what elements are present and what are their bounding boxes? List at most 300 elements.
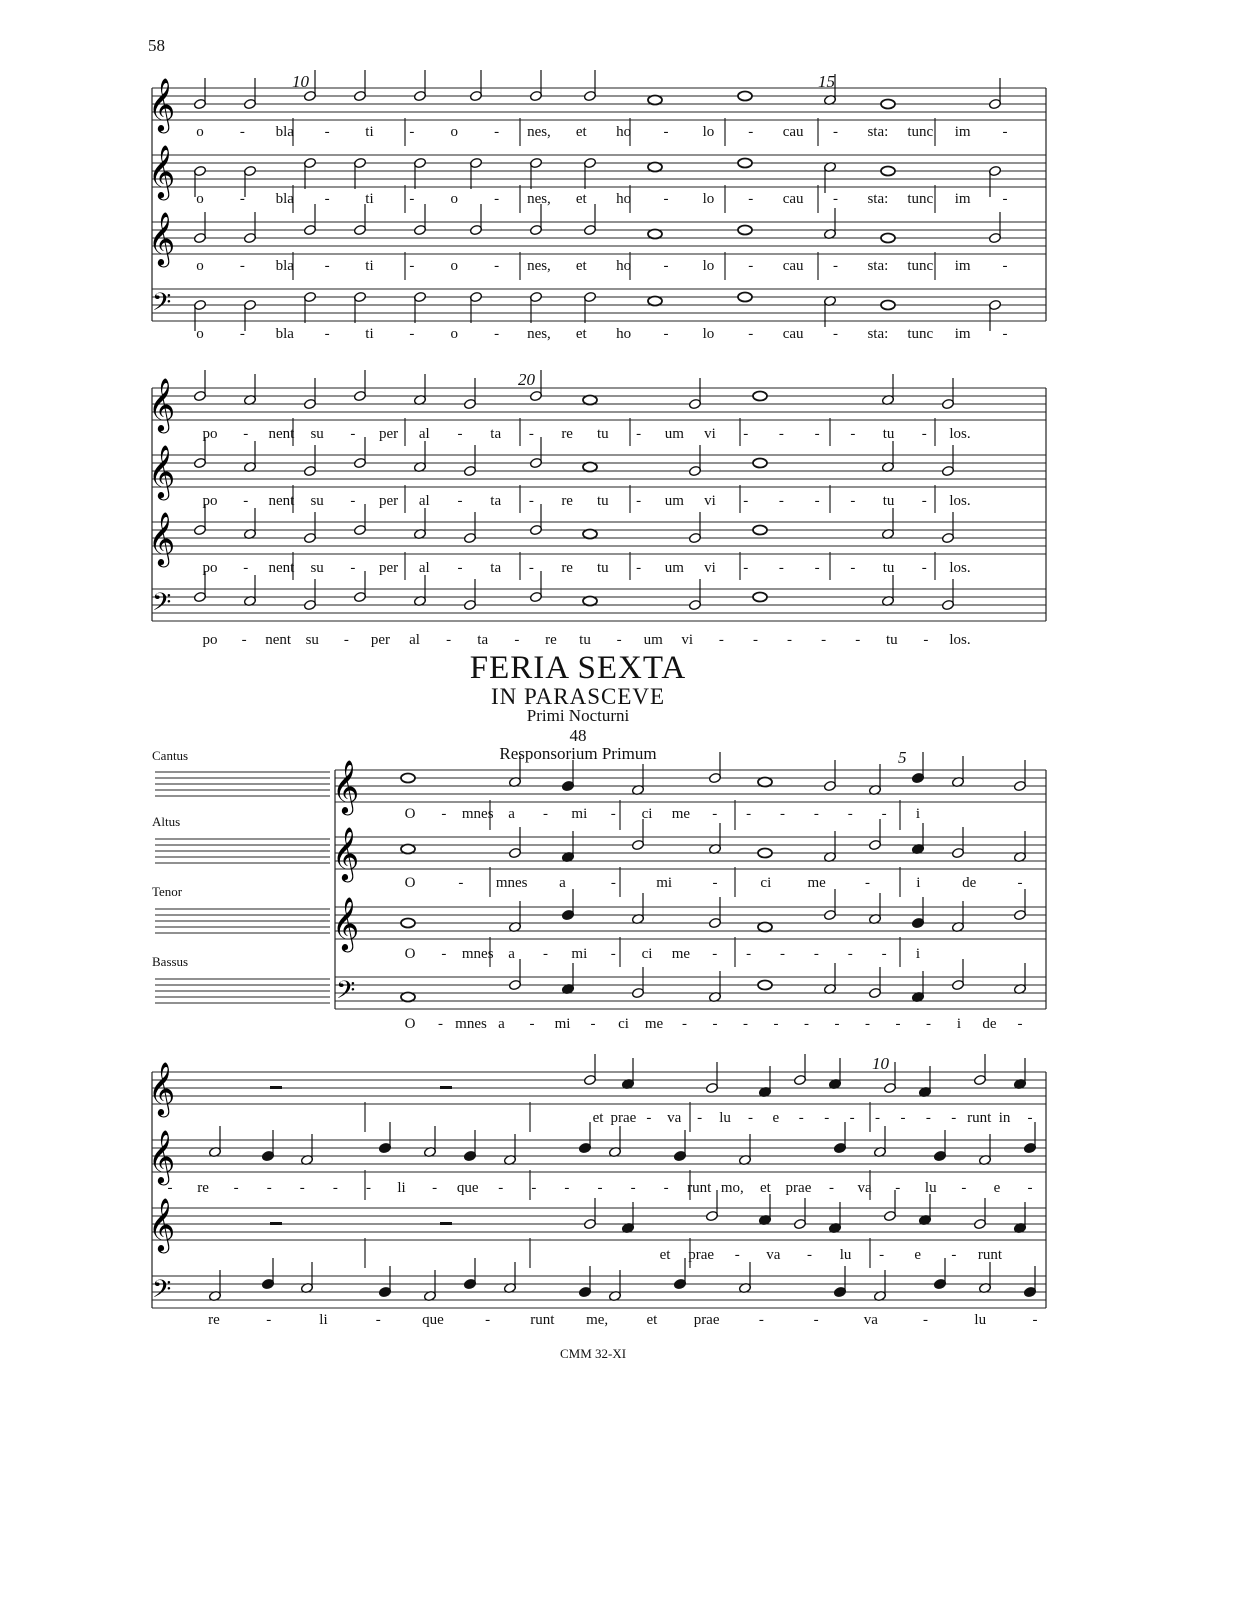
whole-note (881, 234, 895, 243)
lyric-syllable: lo (702, 191, 715, 207)
measure-number: 10 (872, 1054, 889, 1073)
lyric-hyphen: - (712, 806, 718, 822)
whole-note (758, 923, 772, 932)
lyric-hyphen: - (1017, 1016, 1023, 1032)
lyric-syllable: per (378, 426, 399, 442)
lyric-hyphen: - (494, 326, 500, 342)
lyric-syllable: o (196, 124, 204, 140)
lyric-syllable: que (422, 1312, 444, 1328)
lyric-syllable: prae (610, 1110, 637, 1126)
lyric-hyphen: - (167, 1180, 173, 1196)
lyric-hyphen: - (332, 1180, 338, 1196)
lyric-syllable: tu (579, 632, 591, 648)
lyric-syllable: va (863, 1312, 878, 1328)
lyric-hyphen: - (881, 806, 887, 822)
lyric-hyphen: - (743, 560, 749, 576)
voice-name-altus: Altus (152, 814, 181, 829)
lyric-hyphen: - (833, 258, 839, 274)
lyric-hyphen: - (458, 875, 464, 891)
lyric-hyphen: - (881, 946, 887, 962)
lyric-syllable: su (310, 426, 324, 442)
lyric-hyphen: - (239, 191, 245, 207)
lyric-hyphen: - (597, 1180, 603, 1196)
lyric-hyphen: - (564, 1180, 570, 1196)
lyric-hyphen: - (743, 493, 749, 509)
lyric-hyphen: - (409, 124, 415, 140)
lyric-syllable: de (982, 1016, 997, 1032)
lyric-hyphen: - (441, 806, 447, 822)
lyric-syllable: mnes (461, 806, 494, 822)
lyric-hyphen: - (879, 1247, 885, 1263)
lyric-hyphen: - (718, 632, 724, 648)
lyric-hyphen: - (446, 632, 452, 648)
whole-note (753, 459, 767, 468)
lyric-hyphen: - (849, 1110, 855, 1126)
treble-clef-icon: 𝄞 (332, 896, 360, 950)
lyric-hyphen: - (1017, 875, 1023, 891)
lyric-hyphen: - (814, 426, 820, 442)
lyric-hyphen: - (758, 1312, 764, 1328)
lyric-hyphen: - (409, 326, 415, 342)
lyric-syllable: a (508, 946, 515, 962)
lyric-syllable: tunc (907, 326, 934, 342)
lyric-syllable: bla (275, 191, 294, 207)
lyric-syllable: ci (760, 875, 772, 891)
lyric-syllable: bla (275, 326, 294, 342)
lyric-hyphen: - (895, 1180, 901, 1196)
lyric-hyphen: - (847, 806, 853, 822)
lyric-syllable: sta: (867, 191, 889, 207)
whole-note (648, 297, 662, 306)
rest (440, 1222, 452, 1225)
lyric-syllable: nes, (527, 124, 551, 140)
lyric-syllable: ho (616, 191, 632, 207)
lyric-syllable: sta: (867, 124, 889, 140)
lyric-syllable: ta (477, 632, 489, 648)
lyric-syllable: vi (704, 426, 716, 442)
lyric-syllable: su (310, 493, 324, 509)
lyric-hyphen: - (682, 1016, 687, 1032)
lyric-hyphen: - (616, 632, 622, 648)
treble-clef-icon: 𝄞 (148, 444, 176, 498)
lyric-hyphen: - (531, 1180, 537, 1196)
lyric-hyphen: - (243, 560, 249, 576)
lyric-syllable: va (857, 1180, 872, 1196)
whole-note (401, 845, 415, 854)
lyric-syllable: e (772, 1110, 780, 1126)
whole-note (583, 396, 597, 405)
lyric-hyphen: - (542, 946, 548, 962)
lyric-hyphen: - (409, 258, 415, 274)
lyric-syllable: mi (554, 1016, 571, 1032)
lyric-syllable: su (310, 560, 324, 576)
whole-note (401, 774, 415, 783)
lyric-syllable: tu (597, 560, 609, 576)
lyric-hyphen: - (921, 426, 927, 442)
lyric-hyphen: - (743, 426, 749, 442)
lyric-hyphen: - (1002, 191, 1008, 207)
lyric-hyphen: - (646, 1110, 652, 1126)
lyric-hyphen: - (528, 426, 534, 442)
lyric-hyphen: - (663, 124, 669, 140)
lyric-syllable: im (954, 191, 971, 207)
lyric-syllable: a (508, 806, 515, 822)
bass-clef-icon: 𝄢 (152, 288, 172, 323)
lyric-hyphen: - (457, 426, 463, 442)
treble-clef-icon: 𝄞 (148, 511, 176, 565)
whole-note (648, 96, 662, 105)
whole-note (758, 778, 772, 787)
lyric-syllable: per (378, 493, 399, 509)
lyric-hyphen: - (734, 1247, 740, 1263)
lyric-hyphen: - (266, 1312, 272, 1328)
lyric-syllable: e (993, 1180, 1001, 1196)
lyric-hyphen: - (847, 946, 853, 962)
lyric-syllable: runt (530, 1312, 555, 1328)
lyric-hyphen: - (746, 946, 752, 962)
lyric-hyphen: - (266, 1180, 272, 1196)
lyric-hyphen: - (233, 1180, 239, 1196)
lyric-hyphen: - (798, 1110, 804, 1126)
lyric-syllable: po (202, 493, 218, 509)
lyric-syllable: prae (688, 1247, 715, 1263)
lyric-hyphen: - (350, 493, 356, 509)
lyric-syllable: cau (782, 191, 804, 207)
lyric-hyphen: - (850, 493, 856, 509)
lyric-hyphen: - (350, 426, 356, 442)
lyric-syllable: li (397, 1180, 406, 1196)
lyric-hyphen: - (324, 124, 330, 140)
piece-title: FERIA SEXTA (469, 650, 687, 686)
lyric-syllable: sta: (867, 258, 889, 274)
lyric-syllable: ta (490, 560, 502, 576)
lyric-hyphen: - (855, 632, 861, 648)
lyric-syllable: tu (882, 493, 895, 509)
whole-note (881, 100, 895, 109)
voice-name-tenor: Tenor (152, 884, 183, 899)
lyric-syllable: ci (641, 946, 653, 962)
lyric-syllable: nent (268, 426, 295, 442)
whole-note (583, 597, 597, 606)
lyric-syllable: ci (618, 1016, 629, 1032)
lyric-hyphen: - (773, 1016, 779, 1032)
lyric-syllable: um (643, 632, 663, 648)
lyric-hyphen: - (780, 946, 786, 962)
lyric-hyphen: - (1002, 124, 1008, 140)
lyric-syllable: re (561, 493, 573, 509)
lyric-hyphen: - (1002, 326, 1008, 342)
lyric-hyphen: - (324, 258, 330, 274)
lyric-syllable: i (916, 875, 921, 891)
lyric-hyphen: - (814, 493, 820, 509)
lyric-hyphen: - (834, 1016, 840, 1032)
whole-note (738, 159, 752, 168)
lyric-syllable: me, (586, 1312, 609, 1328)
lyric-hyphen: - (925, 1110, 931, 1126)
lyric-hyphen: - (865, 875, 870, 891)
lyric-hyphen: - (923, 1312, 929, 1328)
lyric-hyphen: - (610, 946, 616, 962)
lyric-syllable: los. (949, 493, 971, 509)
lyric-syllable: prae (693, 1312, 720, 1328)
lyric-hyphen: - (663, 1180, 669, 1196)
lyric-hyphen: - (610, 875, 616, 891)
lyric-hyphen: - (663, 258, 669, 274)
lyric-syllable: ti (365, 191, 374, 207)
lyric-syllable: vi (704, 560, 716, 576)
lyric-syllable: po (202, 632, 218, 648)
lyric-hyphen: - (895, 1016, 901, 1032)
rest (270, 1222, 282, 1225)
lyric-syllable: et (575, 124, 587, 140)
lyric-hyphen: - (485, 1312, 491, 1328)
lyric-syllable: runt (977, 1247, 1003, 1263)
lyric-hyphen: - (343, 632, 349, 648)
lyric-hyphen: - (804, 1016, 809, 1032)
lyric-hyphen: - (829, 1180, 835, 1196)
lyric-syllable: e (914, 1247, 922, 1263)
lyric-syllable: ta (490, 426, 502, 442)
lyric-syllable: lu (924, 1180, 937, 1196)
lyric-syllable: lo (702, 258, 715, 274)
lyric-hyphen: - (806, 1247, 812, 1263)
lyric-hyphen: - (778, 560, 784, 576)
lyric-syllable: per (370, 632, 391, 648)
lyric-syllable: nent (268, 493, 295, 509)
lyric-hyphen: - (813, 946, 819, 962)
lyric-syllable: me (644, 1016, 664, 1032)
lyric-hyphen: - (239, 124, 245, 140)
lyric-hyphen: - (743, 1016, 748, 1032)
lyric-syllable: et (646, 1312, 658, 1328)
lyric-syllable: et (575, 258, 587, 274)
lyric-hyphen: - (365, 1180, 371, 1196)
voice-name-bassus: Bassus (152, 954, 189, 969)
treble-clef-icon: 𝄞 (148, 211, 176, 265)
lyric-hyphen: - (833, 124, 839, 140)
lyric-syllable: o (196, 326, 204, 342)
lyric-hyphen: - (375, 1312, 381, 1328)
lyric-hyphen: - (865, 1016, 870, 1032)
whole-note (881, 167, 895, 176)
lyric-syllable: o (450, 191, 458, 207)
lyric-syllable: los. (949, 560, 971, 576)
lyric-hyphen: - (636, 426, 642, 442)
lyric-syllable: nes, (527, 191, 551, 207)
lyric-hyphen: - (697, 1110, 703, 1126)
lyric-syllable: su (305, 632, 319, 648)
lyric-syllable: tu (597, 426, 609, 442)
bass-clef-icon: 𝄢 (336, 976, 356, 1011)
treble-clef-icon: 𝄞 (148, 1197, 176, 1251)
lyric-hyphen: - (590, 1016, 596, 1032)
lyric-syllable: tunc (907, 191, 934, 207)
lyric-syllable: im (954, 258, 971, 274)
lyric-syllable: lo (702, 326, 715, 342)
lyric-syllable: ci (641, 806, 653, 822)
lyric-hyphen: - (748, 326, 754, 342)
lyric-hyphen: - (833, 326, 839, 342)
lyric-syllable: mnes (461, 946, 494, 962)
lyric-hyphen: - (712, 1016, 718, 1032)
lyric-hyphen: - (926, 1016, 931, 1032)
lyric-hyphen: - (324, 191, 330, 207)
lyric-syllable: tunc (907, 124, 934, 140)
lyric-hyphen: - (498, 1180, 504, 1196)
lyric-hyphen: - (1002, 258, 1008, 274)
lyric-syllable: re (208, 1312, 220, 1328)
lyric-hyphen: - (299, 1180, 305, 1196)
lyric-syllable: mi (656, 875, 673, 891)
lyric-syllable: a (559, 875, 566, 891)
lyric-syllable: tu (885, 632, 898, 648)
lyric-syllable: cau (782, 258, 804, 274)
lyric-syllable: al (418, 493, 430, 509)
lyric-syllable: i (956, 1016, 962, 1032)
piece-number: 48 (569, 726, 587, 745)
lyric-syllable: mnes (455, 1016, 487, 1032)
lyric-syllable: lo (702, 124, 715, 140)
lyric-hyphen: - (239, 258, 245, 274)
lyric-syllable: tu (882, 426, 895, 442)
lyric-syllable: cau (782, 326, 804, 342)
lyric-hyphen: - (243, 493, 249, 509)
measure-number: 20 (518, 370, 535, 389)
whole-note (753, 392, 767, 401)
lyric-hyphen: - (814, 560, 820, 576)
lyric-hyphen: - (951, 1110, 957, 1126)
voice-name-cantus: Cantus (152, 748, 189, 763)
treble-clef-icon: 𝄞 (148, 377, 176, 431)
whole-note (738, 226, 752, 235)
lyric-hyphen: - (748, 191, 754, 207)
lyric-syllable: al (418, 560, 430, 576)
lyric-syllable: cau (782, 124, 804, 140)
lyric-syllable: bla (275, 124, 294, 140)
lyric-syllable: po (202, 560, 218, 576)
lyric-hyphen: - (610, 806, 616, 822)
lyric-syllable: re (197, 1180, 209, 1196)
lyric-hyphen: - (663, 191, 669, 207)
lyric-syllable: nes, (527, 258, 551, 274)
lyric-syllable: me (671, 806, 691, 822)
lyric-hyphen: - (712, 875, 718, 891)
lyric-syllable: ta (490, 493, 502, 509)
lyric-hyphen: - (921, 493, 927, 509)
lyric-syllable: tu (597, 493, 609, 509)
lyric-hyphen: - (752, 632, 758, 648)
lyric-syllable: mnes (495, 875, 528, 891)
lyric-syllable: mi (571, 806, 588, 822)
lyric-syllable: al (418, 426, 430, 442)
treble-clef-icon: 𝄞 (148, 144, 176, 198)
lyric-hyphen: - (748, 124, 754, 140)
lyric-syllable: O (404, 875, 416, 891)
whole-note (753, 526, 767, 535)
lyric-syllable: mo, (720, 1180, 744, 1196)
bass-clef-icon: 𝄢 (152, 1275, 172, 1310)
lyric-hyphen: - (438, 1016, 443, 1032)
lyric-syllable: lu (839, 1247, 852, 1263)
lyric-syllable: lu (974, 1312, 987, 1328)
lyric-syllable: im (954, 326, 971, 342)
lyric-hyphen: - (514, 632, 520, 648)
lyric-hyphen: - (324, 326, 330, 342)
whole-note (648, 163, 662, 172)
lyric-hyphen: - (778, 493, 784, 509)
lyric-syllable: lu (719, 1110, 731, 1126)
lyric-hyphen: - (850, 560, 856, 576)
lyric-syllable: los. (949, 632, 971, 648)
lyric-syllable: tu (882, 560, 895, 576)
lyric-hyphen: - (239, 326, 245, 342)
lyric-syllable: bla (275, 258, 294, 274)
lyric-hyphen: - (821, 632, 827, 648)
whole-note (583, 463, 597, 472)
lyric-hyphen: - (636, 560, 642, 576)
lyric-hyphen: - (457, 560, 463, 576)
whole-note (401, 919, 415, 928)
whole-note (738, 293, 752, 302)
lyric-syllable: o (450, 124, 458, 140)
lyric-syllable: de (962, 875, 977, 891)
rest (440, 1086, 452, 1089)
whole-note (758, 849, 772, 858)
lyric-syllable: tunc (907, 258, 934, 274)
lyric-hyphen: - (350, 560, 356, 576)
lyric-hyphen: - (712, 946, 718, 962)
lyric-syllable: vi (681, 632, 694, 648)
lyric-hyphen: - (951, 1247, 957, 1263)
lyric-syllable: li (319, 1312, 328, 1328)
piece-subtitle: IN PARASCEVE (490, 684, 666, 709)
lyric-syllable: runt (967, 1110, 992, 1126)
lyric-syllable: runt (687, 1180, 712, 1196)
lyric-hyphen: - (494, 124, 500, 140)
lyric-syllable: vi (704, 493, 716, 509)
lyric-syllable: nent (268, 560, 295, 576)
whole-note (881, 301, 895, 310)
lyric-hyphen: - (630, 1180, 636, 1196)
lyric-syllable: va (667, 1110, 682, 1126)
lyric-hyphen: - (900, 1110, 906, 1126)
lyric-hyphen: - (441, 946, 447, 962)
lyric-syllable: nes, (527, 326, 551, 342)
lyric-hyphen: - (542, 806, 548, 822)
lyric-hyphen: - (780, 806, 786, 822)
lyric-syllable: et (659, 1247, 671, 1263)
lyric-syllable: re (561, 426, 573, 442)
lyric-syllable: et (592, 1110, 604, 1126)
lyric-hyphen: - (1027, 1110, 1033, 1126)
lyric-syllable: im (954, 124, 971, 140)
lyric-syllable: i (915, 946, 921, 962)
lyric-syllable: o (450, 258, 458, 274)
lyric-syllable: sta: (867, 326, 889, 342)
lyric-syllable: mi (571, 946, 588, 962)
rest (270, 1086, 282, 1089)
lyric-hyphen: - (748, 258, 754, 274)
lyric-hyphen: - (921, 560, 927, 576)
lyric-syllable: me (671, 946, 691, 962)
treble-clef-icon: 𝄞 (332, 759, 360, 813)
lyric-hyphen: - (778, 426, 784, 442)
lyric-hyphen: - (1032, 1312, 1038, 1328)
lyric-hyphen: - (494, 191, 500, 207)
lyric-syllable: re (561, 560, 573, 576)
measure-number: 15 (818, 72, 835, 91)
lyric-syllable: um (664, 560, 684, 576)
